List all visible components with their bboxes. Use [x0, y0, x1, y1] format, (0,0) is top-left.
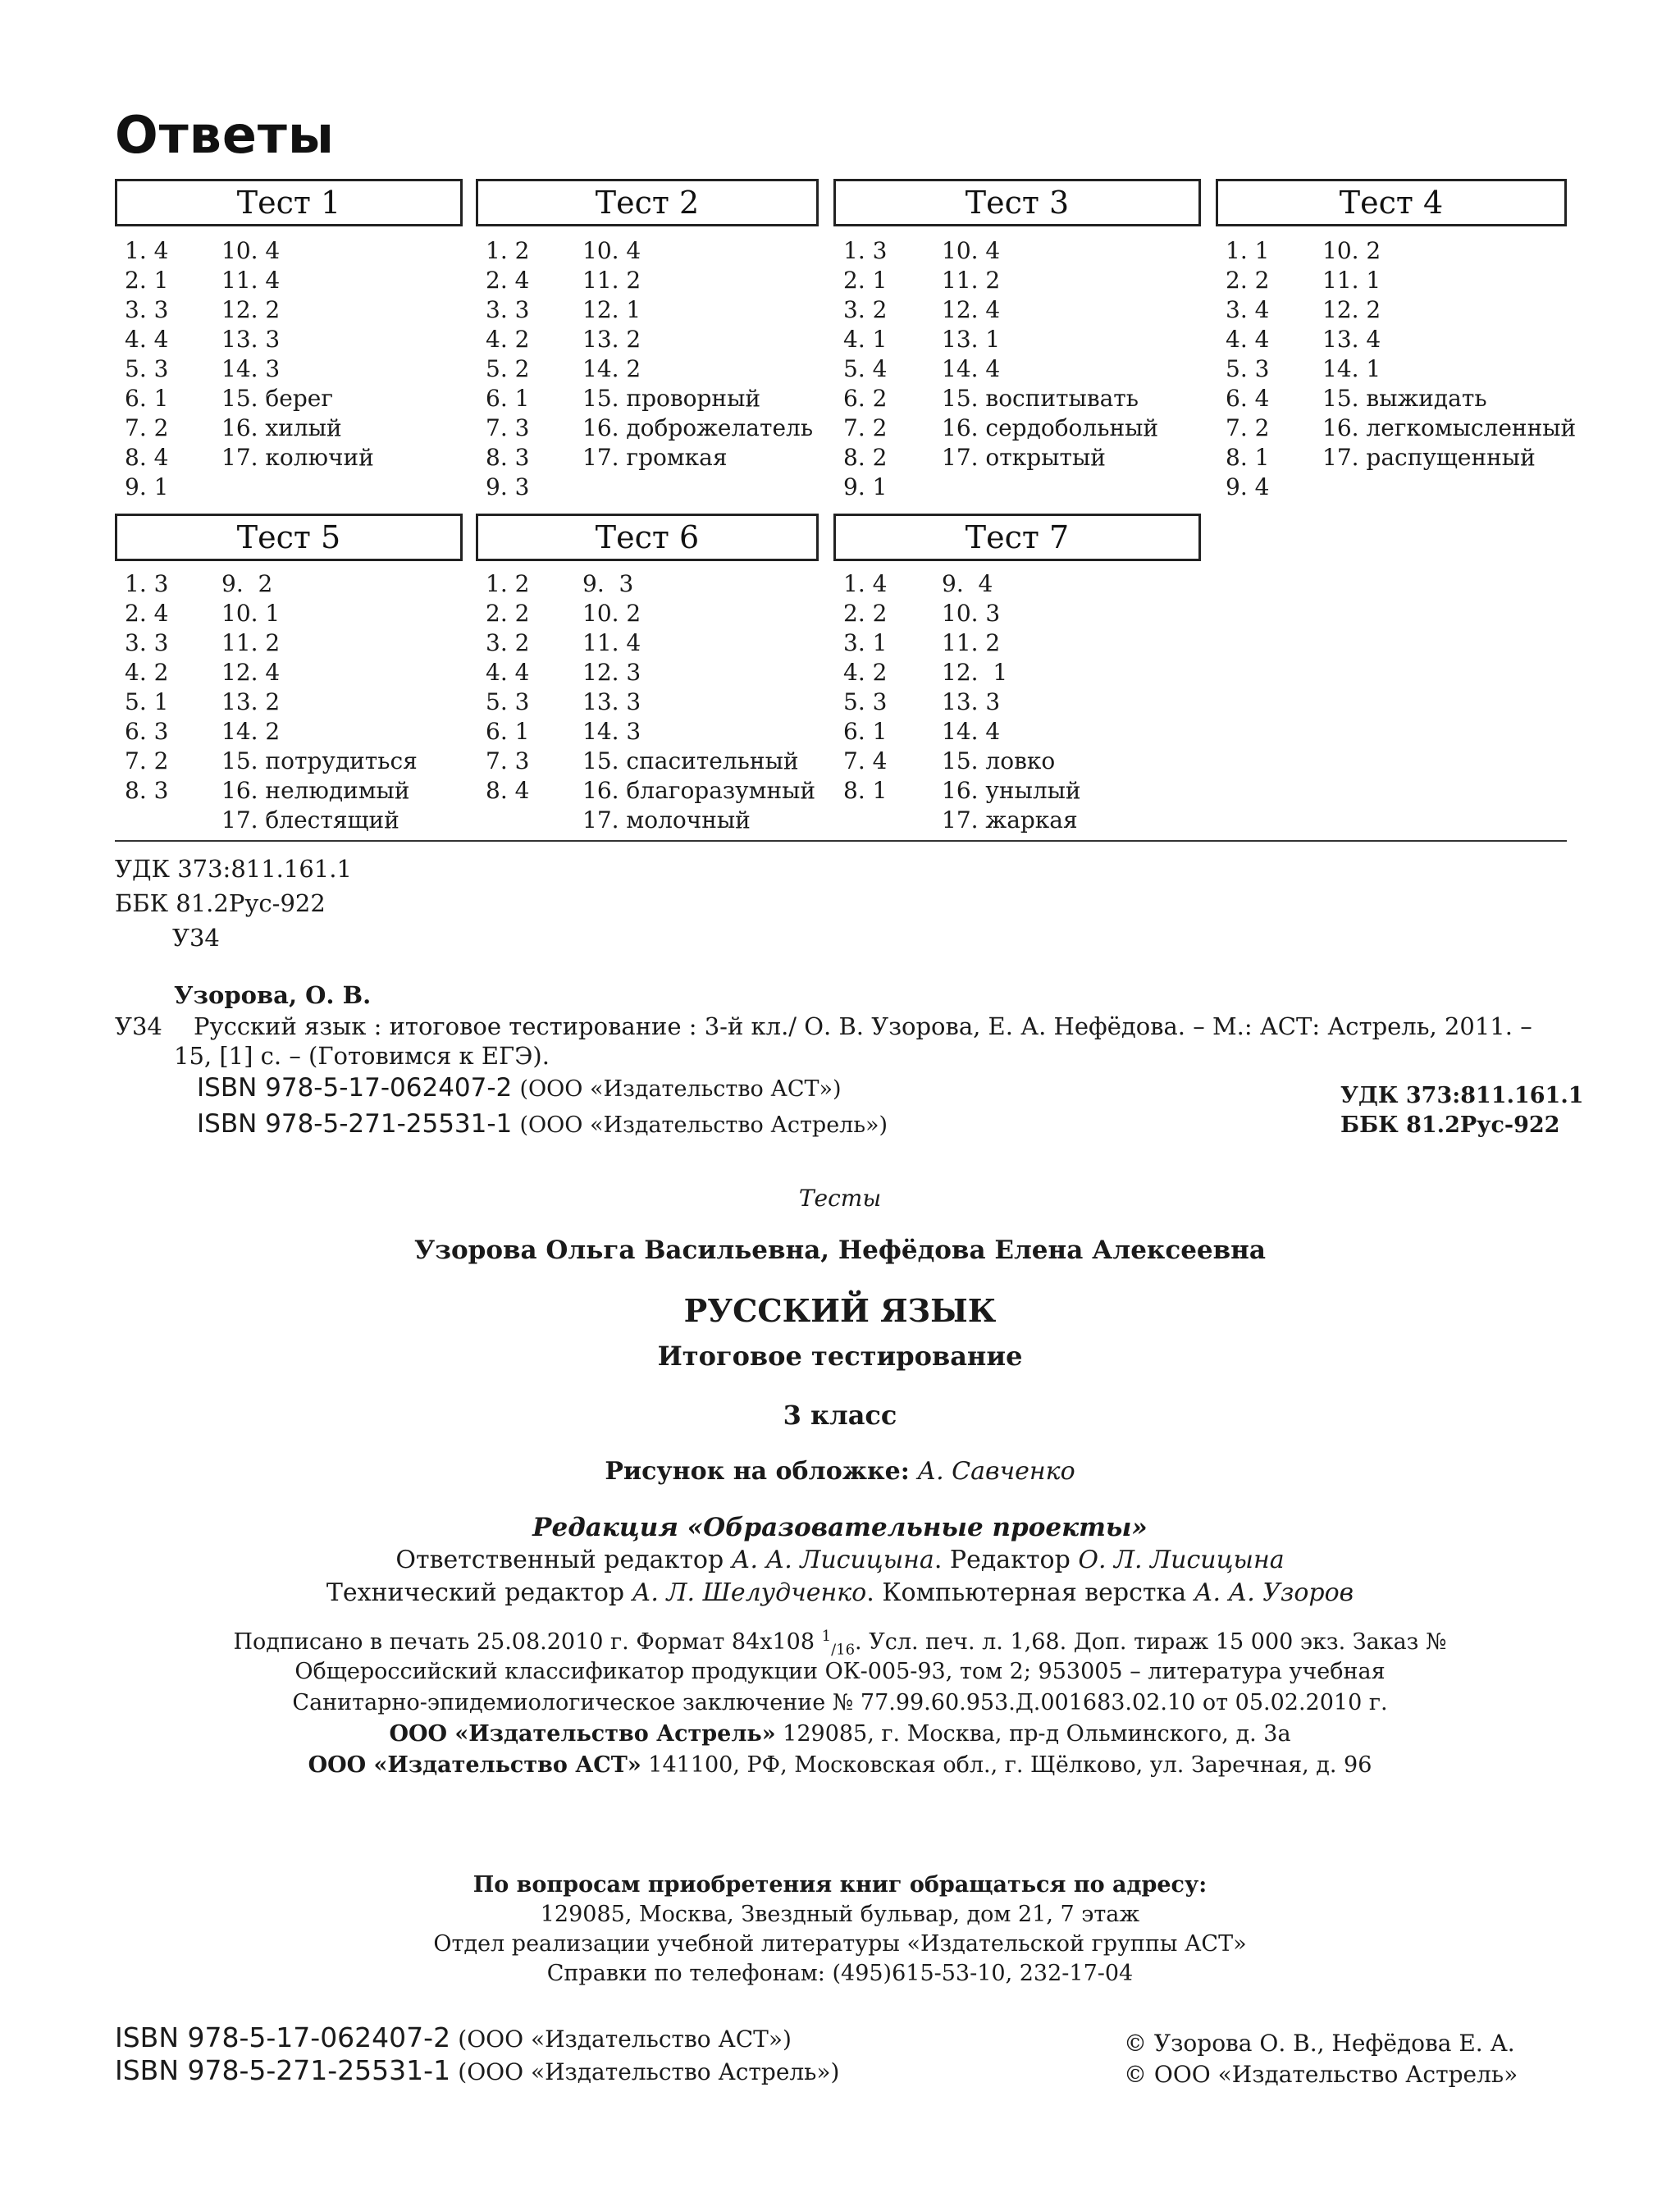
answer-cell: 12. 2	[1322, 296, 1381, 323]
publisher-address: 129085, г. Москва, пр-д Ольминского, д. 3а	[775, 1721, 1291, 1747]
answer-cell: 4. 2	[843, 659, 888, 686]
divider-line	[115, 840, 1567, 842]
answer-cell: 12. 3	[582, 659, 641, 686]
book-grade: 3 класс	[783, 1400, 897, 1431]
answer-cell: 17. колючий	[221, 444, 374, 471]
isbn-number: ISBN 978-5-17-062407-2	[115, 2021, 451, 2053]
answer-cell: 6. 1	[486, 385, 530, 412]
answer-cell: 10. 1	[221, 600, 281, 627]
answer-cell: 7. 2	[125, 747, 169, 774]
answer-cell: 8. 2	[843, 444, 888, 471]
publisher-astrel	[0, 1721, 1680, 1747]
answer-cell: 13. 4	[1322, 326, 1381, 353]
answer-cell: 17. молочный	[582, 806, 751, 834]
editor-name: А. А. Лисицына	[731, 1546, 934, 1574]
isbn-publisher: (ООО «Издательство АСТ»)	[519, 1076, 842, 1102]
answer-cell: 13. 3	[582, 688, 641, 715]
answer-cell: 3. 2	[486, 629, 530, 656]
answer-cell: 9. 4	[942, 570, 993, 597]
editor-label: Ответственный редактор	[395, 1546, 724, 1574]
answer-cell: 2. 2	[843, 600, 888, 627]
test-header: Тест 6	[476, 514, 819, 561]
answer-cell: 12. 4	[942, 296, 1001, 323]
answer-cell: 9. 2	[221, 570, 273, 597]
bbk-code-right: ББК 81.2Рус-922	[1340, 1112, 1560, 1138]
answer-cell: 1. 4	[843, 570, 888, 597]
answer-cell: 5. 3	[125, 355, 169, 382]
answer-cell: 1. 1	[1226, 237, 1270, 264]
isbn-publisher: (ООО «Издательство Астрель»)	[519, 1112, 888, 1138]
genre-label: Тесты	[798, 1185, 882, 1212]
answer-cell: 3. 3	[125, 629, 169, 656]
answer-cell: 15. воспитывать	[942, 385, 1139, 412]
answer-cell: 9. 1	[843, 473, 888, 500]
footer-isbn-2	[115, 2054, 839, 2086]
format-fraction-num: 1	[821, 1628, 832, 1645]
answer-cell: 4. 4	[125, 326, 169, 353]
layout-name: А. А. Узоров	[1194, 1578, 1354, 1607]
answer-cell: 3. 3	[486, 296, 530, 323]
answer-cell: 17. распущенный	[1322, 444, 1536, 471]
tech-editor-label: Технический редактор	[326, 1578, 625, 1607]
answer-cell: 7. 2	[843, 414, 888, 441]
answer-cell: 16. нелюдимый	[221, 777, 410, 804]
answer-cell: 15. выжидать	[1322, 385, 1487, 412]
answer-cell: 9. 4	[1226, 473, 1270, 500]
answer-cell: 8. 1	[1226, 444, 1270, 471]
format-fraction-den: /16	[831, 1641, 856, 1659]
answer-cell: 10. 4	[221, 237, 281, 264]
catalog-isbn-2	[197, 1109, 888, 1139]
answer-cell: 8. 4	[486, 777, 530, 804]
answer-cell: 11. 2	[942, 629, 1001, 656]
answer-cell: 12. 2	[221, 296, 281, 323]
answer-cell: 10. 4	[942, 237, 1001, 264]
publisher-ast	[0, 1752, 1680, 1778]
answer-cell: 16. унылый	[942, 777, 1081, 804]
answer-cell: 7. 3	[486, 747, 530, 774]
answer-cell: 6. 4	[1226, 385, 1270, 412]
tech-editor-name: А. Л. Шелудченко	[632, 1578, 867, 1607]
answer-cell: 16. доброжелатель	[582, 414, 814, 441]
answer-cell: 11. 2	[942, 267, 1001, 294]
contact-title: По вопросам приобретения книг обращаться по адресу:	[472, 1872, 1208, 1898]
answer-cell: 11. 2	[221, 629, 281, 656]
test-header: Тест 1	[115, 179, 463, 226]
answer-cell: 10. 2	[582, 600, 641, 627]
answer-cell: 2. 4	[125, 600, 169, 627]
publisher-name: ООО «Издательство Астрель»	[389, 1721, 776, 1747]
answer-cell: 8. 4	[125, 444, 169, 471]
contact-department: Отдел реализации учебной литературы «Издательской группы АСТ»	[433, 1931, 1247, 1957]
answer-cell: 7. 2	[125, 414, 169, 441]
catalog-code: У34	[115, 1012, 162, 1040]
publisher-address: 141100, РФ, Московская обл., г. Щёлково, ул. Заречная, д. 96	[641, 1752, 1372, 1778]
answer-cell: 6. 2	[843, 385, 888, 412]
catalog-isbn-1	[197, 1073, 842, 1103]
answer-cell: 1. 3	[843, 237, 888, 264]
udk-code-right: УДК 373:811.161.1	[1340, 1083, 1584, 1108]
book-subtitle: Итоговое тестирование	[657, 1341, 1023, 1372]
answer-cell: 14. 2	[221, 718, 281, 745]
answer-cell: 1. 2	[486, 570, 530, 597]
catalog-entry-line1: Русский язык : итоговое тестирование : 3-й кл./ О. В. Узорова, Е. А. Нефёдова. – М.: АСТ: Астрель, 2011. –	[194, 1012, 1532, 1040]
answer-cell: 11. 4	[221, 267, 281, 294]
isbn-publisher: (ООО «Издательство АСТ»)	[458, 2026, 792, 2053]
classifier-line: Общероссийский классификатор продукции ОК-005-93, том 2; 953005 – литература учебная	[294, 1659, 1386, 1684]
book-authors: Узорова Ольга Васильевна, Нефёдова Елена Алексеевна	[414, 1236, 1266, 1265]
isbn-publisher: (ООО «Издательство Астрель»)	[458, 2058, 840, 2085]
answer-cell: 8. 1	[843, 777, 888, 804]
answer-cell: 5. 3	[843, 688, 888, 715]
answer-cell: 17. блестящий	[221, 806, 399, 834]
answer-cell: 14. 4	[942, 718, 1001, 745]
answer-cell: 9. 3	[486, 473, 530, 500]
answer-cell: 16. благоразумный	[582, 777, 816, 804]
isbn-number: ISBN 978-5-271-25531-1	[197, 1109, 513, 1139]
answer-cell: 1. 3	[125, 570, 169, 597]
answer-cell: 3. 4	[1226, 296, 1270, 323]
test-header: Тест 5	[115, 514, 463, 561]
answer-cell: 3. 1	[843, 629, 888, 656]
answer-cell: 10. 3	[942, 600, 1001, 627]
answer-cell: 12. 4	[221, 659, 281, 686]
answer-cell: 11. 4	[582, 629, 641, 656]
answer-cell: 2. 1	[843, 267, 888, 294]
answer-cell: 4. 2	[486, 326, 530, 353]
answer-cell: 3. 2	[843, 296, 888, 323]
answer-cell: 8. 3	[125, 777, 169, 804]
answer-cell: 4. 4	[486, 659, 530, 686]
answer-cell: 2. 2	[1226, 267, 1270, 294]
answer-cell: 5. 3	[1226, 355, 1270, 382]
answer-cell: 9. 3	[582, 570, 634, 597]
answer-cell: 4. 2	[125, 659, 169, 686]
answer-cell: 6. 1	[843, 718, 888, 745]
footer-isbn-1	[115, 2021, 792, 2053]
test-header: Тест 3	[833, 179, 1201, 226]
answer-cell: 14. 3	[221, 355, 281, 382]
book-title: РУССКИЙ ЯЗЫК	[683, 1292, 997, 1329]
answer-cell: 6. 1	[486, 718, 530, 745]
answer-cell: 16. хилый	[221, 414, 342, 441]
answer-cell: 17. громкая	[582, 444, 728, 471]
answer-cell: 7. 4	[843, 747, 888, 774]
answer-cell: 6. 3	[125, 718, 169, 745]
answer-cell: 15. берег	[221, 385, 334, 412]
bbk-code: ББК 81.2Рус-922	[115, 889, 326, 917]
answer-cell: 15. потрудиться	[221, 747, 418, 774]
answer-cell: 14. 3	[582, 718, 641, 745]
cover-credit	[0, 1457, 1680, 1486]
cover-label: Рисунок на обложке:	[605, 1457, 910, 1486]
copyright-publisher: © ООО «Издательство Астрель»	[1124, 2061, 1518, 2088]
answer-cell: 14. 4	[942, 355, 1001, 382]
answer-cell: 13. 2	[221, 688, 281, 715]
answer-cell: 2. 4	[486, 267, 530, 294]
editor2-label: . Редактор	[934, 1546, 1071, 1574]
layout-label: . Компьютерная верстка	[866, 1578, 1187, 1607]
answer-cell: 2. 1	[125, 267, 169, 294]
answer-cell: 3. 3	[125, 296, 169, 323]
answer-cell: 13. 3	[942, 688, 1001, 715]
isbn-number: ISBN 978-5-17-062407-2	[197, 1073, 513, 1103]
answer-cell: 8. 3	[486, 444, 530, 471]
print-run: . Усл. печ. л. 1,68. Доп. тираж 15 000 экз. Заказ №	[855, 1629, 1447, 1655]
contact-phones: Справки по телефонам: (495)615-53-10, 232-17-04	[546, 1961, 1134, 1986]
cover-artist: А. Савченко	[917, 1457, 1075, 1486]
answer-cell: 4. 1	[843, 326, 888, 353]
contact-address: 129085, Москва, Звездный бульвар, дом 21, 7 этаж	[540, 1902, 1140, 1927]
answer-cell: 14. 1	[1322, 355, 1381, 382]
answer-cell: 14. 2	[582, 355, 641, 382]
answer-cell: 13. 2	[582, 326, 641, 353]
answer-cell: 4. 4	[1226, 326, 1270, 353]
answer-cell: 7. 2	[1226, 414, 1270, 441]
answer-cell: 12. 1	[582, 296, 641, 323]
answer-cell: 17. открытый	[942, 444, 1106, 471]
sanitary-line: Санитарно-эпидемиологическое заключение № 77.99.60.953.Д.001683.02.10 от 05.02.2010 г.	[292, 1690, 1388, 1715]
answer-cell: 17. жаркая	[942, 806, 1078, 834]
answer-cell: 15. ловко	[942, 747, 1056, 774]
publisher-name: ООО «Издательство АСТ»	[308, 1752, 641, 1778]
answer-cell: 16. легкомысленный	[1322, 414, 1577, 441]
answer-cell: 5. 1	[125, 688, 169, 715]
answer-cell: 11. 2	[582, 267, 641, 294]
test-header: Тест 4	[1216, 179, 1567, 226]
answer-cell: 12. 1	[942, 659, 1008, 686]
udk-code: УДК 373:811.161.1	[115, 855, 352, 883]
catalog-author: Узорова, О. В.	[174, 981, 372, 1009]
answer-cell: 16. сердобольный	[942, 414, 1159, 441]
author-mark: У34	[172, 924, 220, 952]
answer-cell: 2. 2	[486, 600, 530, 627]
print-format: Подписано в печать 25.08.2010 г. Формат 84x108	[233, 1629, 822, 1655]
copyright-authors: © Узорова О. В., Нефёдова Е. А.	[1124, 2030, 1515, 2057]
answer-cell: 15. спасительный	[582, 747, 799, 774]
answer-cell: 5. 4	[843, 355, 888, 382]
answer-cell: 1. 4	[125, 237, 169, 264]
edition-name: Редакция «Образовательные проекты»	[532, 1513, 1148, 1542]
editors-line	[0, 1546, 1680, 1574]
answer-cell: 5. 3	[486, 688, 530, 715]
test-header: Тест 2	[476, 179, 819, 226]
answer-cell: 15. проворный	[582, 385, 761, 412]
answer-cell: 9. 1	[125, 473, 169, 500]
answer-cell: 11. 1	[1322, 267, 1381, 294]
editor2-name: О. Л. Лисицына	[1078, 1546, 1285, 1574]
answer-cell: 6. 1	[125, 385, 169, 412]
print-details	[0, 1628, 1680, 1658]
catalog-entry-line2: 15, [1] с. – (Готовимся к ЕГЭ).	[174, 1042, 550, 1070]
page-heading: Ответы	[115, 105, 335, 165]
answer-cell: 13. 1	[942, 326, 1001, 353]
answer-cell: 13. 3	[221, 326, 281, 353]
tech-editors-line	[0, 1578, 1680, 1607]
answer-cell: 5. 2	[486, 355, 530, 382]
test-header: Тест 7	[833, 514, 1201, 561]
answer-cell: 1. 2	[486, 237, 530, 264]
isbn-number: ISBN 978-5-271-25531-1	[115, 2054, 451, 2086]
answer-cell: 7. 3	[486, 414, 530, 441]
answer-cell: 10. 4	[582, 237, 641, 264]
answer-cell: 10. 2	[1322, 237, 1381, 264]
